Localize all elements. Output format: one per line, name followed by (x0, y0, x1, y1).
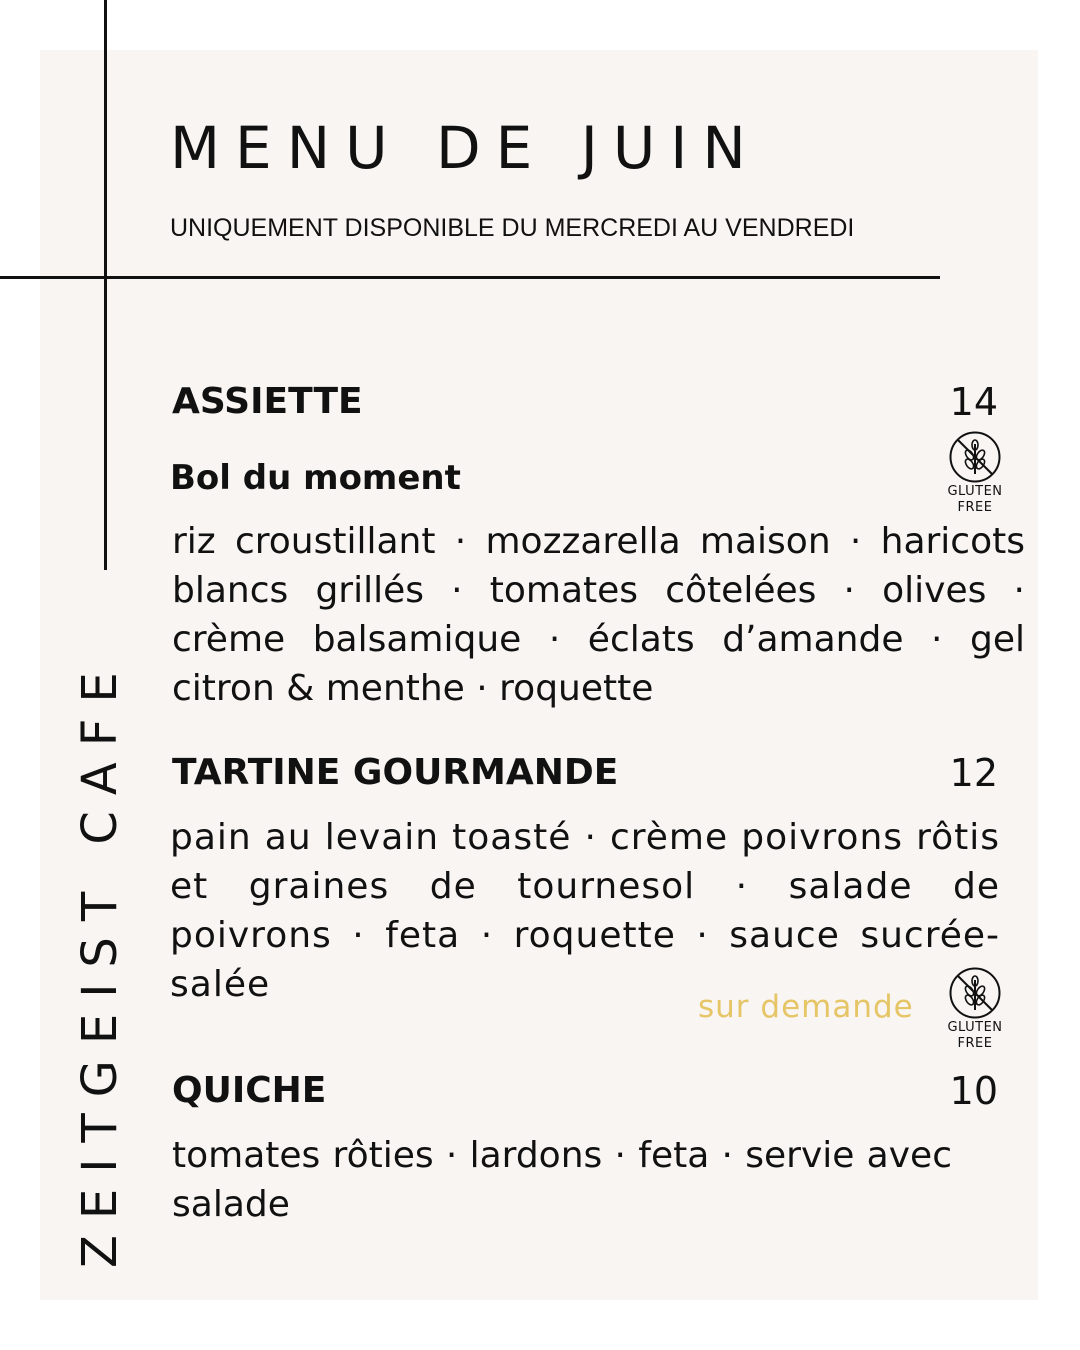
item-title-assiette: ASSIETTE (172, 381, 363, 422)
gluten-free-wheat-icon (948, 430, 1002, 484)
gluten-free-badge (940, 966, 1010, 1052)
horizontal-divider (0, 276, 940, 279)
gluten-free-badge (940, 430, 1010, 516)
item-title-tartine: TARTINE GOURMANDE (172, 752, 619, 793)
on-request-note: sur demande (698, 989, 914, 1025)
brand-name: ZEITGEIST CAFE (72, 656, 128, 1268)
free-label: FREE (957, 500, 993, 515)
gluten-label: GLUTEN (947, 484, 1003, 499)
gluten-label: GLUTEN (947, 1020, 1003, 1035)
menu-subtitle: UNIQUEMENT DISPONIBLE DU MERCREDI AU VENDREDI (170, 214, 855, 242)
vertical-divider (104, 0, 107, 570)
free-label: FREE (957, 1036, 993, 1051)
item-title-quiche: QUICHE (172, 1070, 327, 1111)
menu-title: MENU DE JUIN (170, 114, 761, 182)
item-description-quiche: tomates rôties · lardons · feta · servie avec salade (172, 1135, 952, 1225)
item-price-quiche: 10 (949, 1069, 998, 1113)
gluten-free-wheat-icon (948, 966, 1002, 1020)
item-price-assiette: 14 (949, 380, 998, 424)
item-description-tartine: pain au levain toasté · crème poivrons rôtis et graines de tournesol · salade de poivrons · feta · roquette · sauce sucrée-salée (170, 817, 1000, 1005)
item-description-assiette: riz croustillant · mozzarella maison · haricots blancs grillés · tomates côtelées · olives · crème balsamique · éclats d’amande · gel citron & menthe · roquette (172, 521, 1025, 709)
item-price-tartine: 12 (949, 751, 998, 795)
item-subname-assiette: Bol du moment (170, 458, 461, 498)
